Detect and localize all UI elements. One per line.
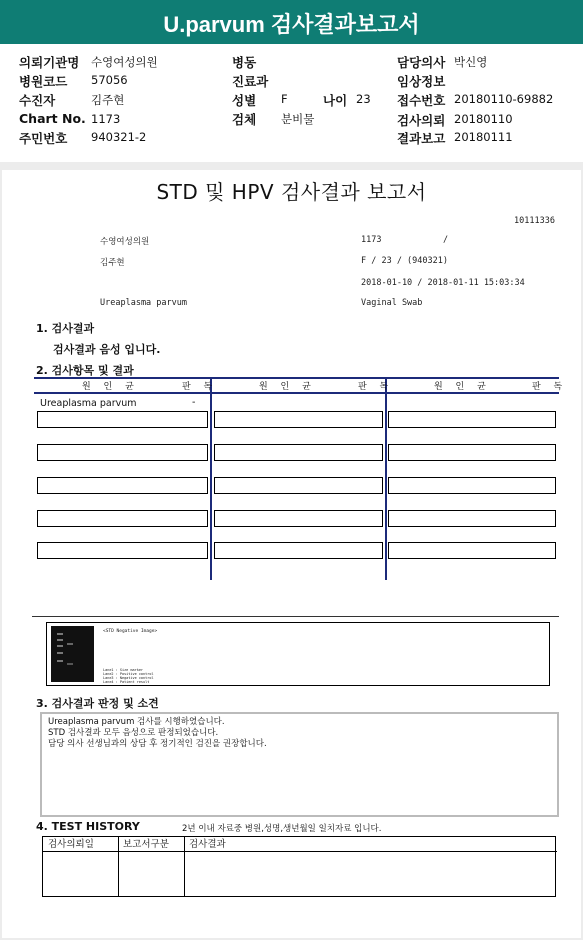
- test-request-label: 검사의뢰: [397, 113, 446, 128]
- col-pathogen-2: 원 인 균: [259, 382, 316, 392]
- result-box: [37, 444, 208, 461]
- result-box: [37, 477, 208, 494]
- result-box: [214, 477, 383, 494]
- result-box: [37, 510, 208, 527]
- report-id: 10111336: [514, 216, 555, 226]
- col-judgement-3: 판 독: [532, 382, 568, 392]
- sex-value: F: [281, 92, 288, 106]
- result-box: [37, 411, 208, 428]
- row1-result: -: [192, 397, 196, 408]
- gel-electrophoresis-image: [51, 626, 94, 682]
- results-table-divider-2: [385, 377, 387, 580]
- result-box: [388, 477, 556, 494]
- section1-body: 검사결과 음성 입니다.: [53, 343, 161, 356]
- patient-value: 김주현: [91, 93, 125, 107]
- col-judgement-2: 판 독: [358, 382, 394, 392]
- chart-no-label: Chart No.: [19, 111, 86, 126]
- result-report-value: 20180111: [454, 130, 513, 144]
- gel-bands-icon: [51, 626, 94, 682]
- report-title: STD 및 HPV 검사결과 보고서: [156, 180, 427, 204]
- clinical-info-label: 임상정보: [397, 74, 446, 89]
- hospital-code-value: 57056: [91, 73, 128, 87]
- chart-no-value: 1173: [91, 112, 121, 126]
- section3-title: 3. 검사결과 판정 및 소견: [36, 697, 159, 710]
- result-report-label: 결과보고: [397, 131, 446, 146]
- results-table-header-border: [34, 392, 559, 394]
- report-clinic: 수영여성의원: [100, 237, 150, 247]
- doctor-value: 박신영: [454, 55, 488, 69]
- report-chart-slash: /: [443, 235, 449, 245]
- gel-image-caption: <STD Negative Image>: [103, 629, 158, 634]
- hospital-code-label: 병원코드: [19, 74, 68, 89]
- opinion-line: STD 검사결과 모두 음성으로 판정되었습니다.: [48, 728, 219, 738]
- col-pathogen-3: 원 인 균: [434, 382, 491, 392]
- patient-label: 수진자: [19, 93, 56, 108]
- receipt-no-label: 접수번호: [397, 93, 446, 108]
- result-box: [388, 444, 556, 461]
- gel-legend-1: Lane1 : Size marker: [103, 668, 144, 672]
- gel-legend-3: Lane3 : Negative control: [103, 676, 154, 680]
- receipt-no-value: 20180110-69882: [454, 92, 554, 106]
- report-patient: 김주현: [100, 258, 125, 268]
- report-organism: Ureaplasma parvum: [100, 298, 187, 308]
- specimen-value: 분비물: [281, 112, 315, 126]
- report-sex-age: F / 23 / (940321): [361, 256, 448, 266]
- result-box: [214, 510, 383, 527]
- result-box: [214, 542, 383, 559]
- opinion-box: [40, 712, 559, 817]
- result-box: [214, 411, 383, 428]
- results-table-divider-1: [210, 377, 212, 580]
- test-request-value: 20180110: [454, 112, 513, 126]
- opinion-line: Ureaplasma parvum 검사를 시행하였습니다.: [48, 717, 225, 727]
- sex-label: 성별: [232, 93, 257, 108]
- section-divider: [32, 616, 559, 617]
- report-header-title: U.parvum 검사결과보고서: [0, 0, 583, 44]
- department-label: 진료과: [232, 74, 269, 89]
- gel-legend-4: Lane4 : Patient result: [103, 680, 150, 684]
- report-chart: 1173: [361, 235, 382, 245]
- gel-legend-2: Lane2 : Positive control: [103, 672, 154, 676]
- section1-title: 1. 검사결과: [36, 322, 95, 335]
- col-pathogen-1: 원 인 균: [82, 382, 139, 392]
- history-note: 2년 이내 자료중 병원,성명,생년월일 일치자료 입니다.: [182, 824, 382, 834]
- report-date-range: 2018-01-10 / 2018-01-11 15:03:34: [361, 278, 525, 288]
- history-col-date: 검사의뢰일: [48, 839, 94, 850]
- result-box: [388, 542, 556, 559]
- result-box: [214, 444, 383, 461]
- resident-no-label: 주민번호: [19, 131, 68, 146]
- resident-no-value: 940321-2: [91, 130, 147, 144]
- institution-label: 의뢰기관명: [19, 55, 80, 70]
- result-box: [37, 542, 208, 559]
- age-label: 나이: [323, 93, 348, 108]
- specimen-label: 검체: [232, 112, 257, 127]
- history-col-type: 보고서구분: [123, 839, 169, 850]
- report-sheet: [2, 170, 581, 938]
- doctor-label: 담당의사: [397, 55, 446, 70]
- patient-info-panel: [0, 44, 583, 162]
- result-box: [388, 510, 556, 527]
- section4-title: 4. TEST HISTORY: [36, 820, 140, 833]
- gel-image-panel: [46, 622, 550, 686]
- section2-title: 2. 검사항목 및 결과: [36, 364, 134, 377]
- row1-pathogen-name: Ureaplasma parvum: [40, 398, 137, 409]
- history-divider-1: [118, 837, 119, 896]
- result-box: [388, 411, 556, 428]
- col-judgement-1: 판 독: [182, 382, 218, 392]
- history-col-result: 검사결과: [189, 839, 226, 850]
- history-table: [42, 836, 556, 897]
- age-value: 23: [356, 92, 371, 106]
- history-divider-2: [184, 837, 185, 896]
- ward-label: 병동: [232, 55, 257, 70]
- report-specimen: Vaginal Swab: [361, 298, 423, 308]
- institution-value: 수영여성의원: [91, 55, 158, 69]
- opinion-line: 담당 의사 선생님과의 상담 후 정기적인 검진을 권장합니다.: [48, 739, 267, 749]
